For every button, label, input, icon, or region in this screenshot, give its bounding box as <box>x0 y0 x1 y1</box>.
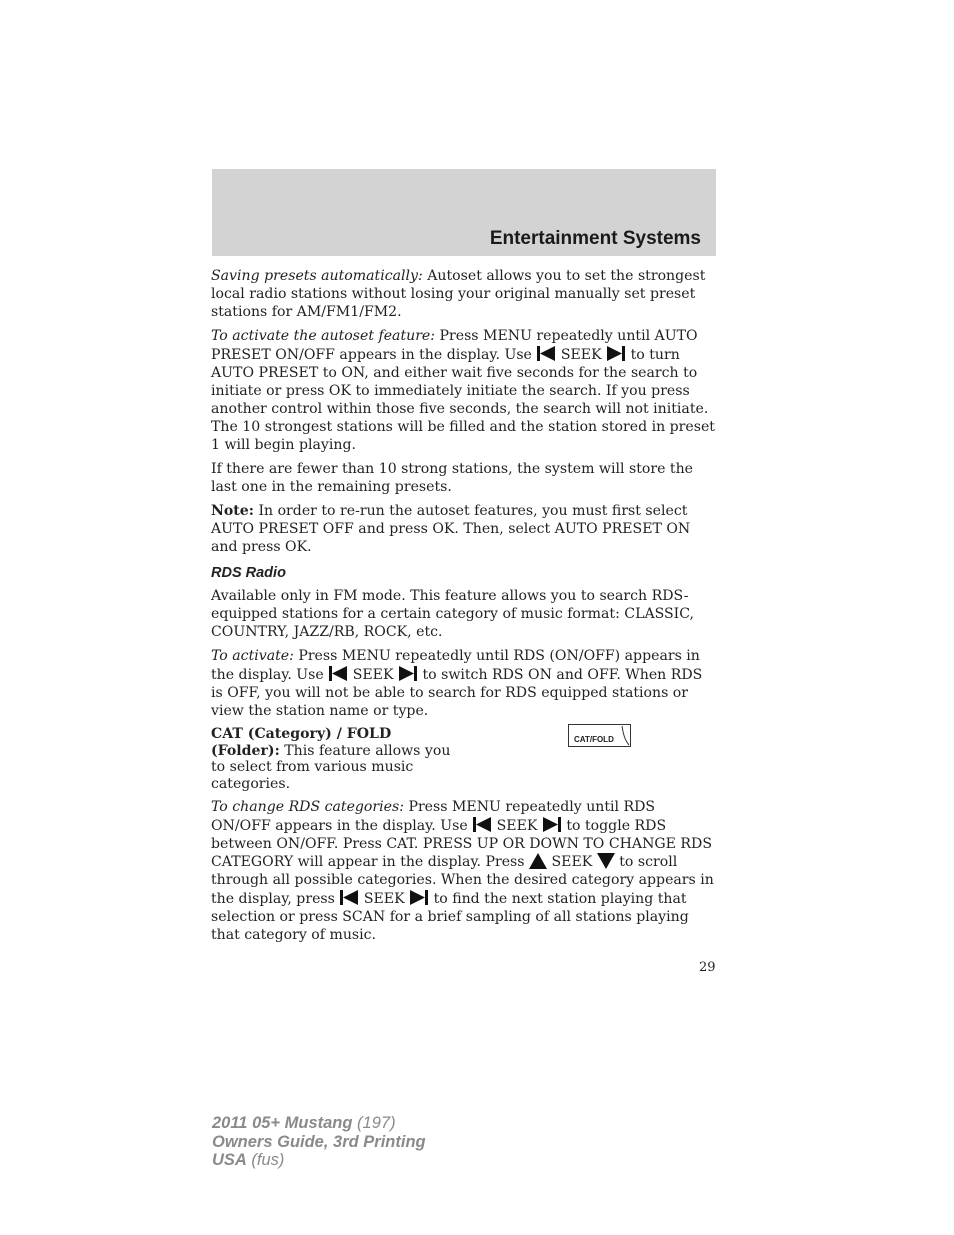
seek-label: SEEK <box>363 891 405 907</box>
footer-line-2 <box>212 1133 426 1152</box>
text-change-2: to toggle RDS between ON/OFF. Press CAT. PRESS UP OR DOWN TO CHANGE RDS CATEGORY will appear in the display. Press <box>211 818 713 870</box>
seek-label: SEEK <box>352 667 394 683</box>
footer-line-3 <box>212 1151 426 1170</box>
text-change-4: to find the next station playing that selection or press SCAN for a brief sampling of all stations playing that category of music. <box>211 891 689 943</box>
skip-back-icon <box>339 889 359 906</box>
seek-label: SEEK <box>560 347 602 363</box>
cat-fold-label: CAT (Category) / FOLD (Folder): <box>211 726 392 759</box>
seek-label: SEEK <box>551 854 593 870</box>
cat-fold-description <box>211 726 451 792</box>
footer <box>212 1114 426 1170</box>
header-band <box>212 169 716 256</box>
text-change-3: to scroll through all possible categories. When the desired category appears in the display, press <box>211 854 714 907</box>
footer-region: USA <box>212 1151 247 1169</box>
paragraph-fewer-stations: If there are fewer than 10 strong stations, the system will store the last one in the remaining presets. <box>211 461 694 495</box>
skip-back-icon <box>536 345 556 362</box>
text-activate-autoset-1: Press MENU repeatedly until AUTO PRESET ON/OFF appears in the display. Use <box>211 328 698 363</box>
text-saving-presets: Autoset allows you to set the strongest local radio stations without losing your original manually set preset stations for AM/FM1/FM2. <box>211 268 706 320</box>
paragraph-rds-intro: Available only in FM mode. This feature allows you to search RDS-equipped stations for a certain category of music format: CLASSIC, COUNTRY, JAZZ/RB, ROCK, etc. <box>211 588 695 640</box>
paragraph-rds-activate <box>211 647 716 720</box>
down-arrow-icon <box>597 853 615 869</box>
paragraph-saving-presets <box>211 267 716 321</box>
section-title: Entertainment Systems <box>489 228 701 249</box>
footer-model: 2011 05+ Mustang <box>212 1114 353 1132</box>
page-content <box>211 267 716 950</box>
play-next-icon <box>409 889 429 906</box>
text-change-1: Press MENU repeatedly until RDS ON/OFF appears in the display. Use <box>211 799 656 834</box>
text-activate-autoset-2: to turn AUTO PRESET to ON, and either wait five seconds for the search to initiate or press OK to immediately initiate the search. If you press another control within those five seconds, the search will not initiate. The 10 strongest stations will be filled and the station stored in preset 1 will begin playing. <box>211 347 715 453</box>
paragraph-note <box>211 502 716 556</box>
lead-rds-activate: To activate: <box>211 648 294 664</box>
cat-fold-button <box>568 724 631 747</box>
play-next-icon <box>398 665 418 682</box>
lead-saving-presets: Saving presets automatically: <box>211 268 423 284</box>
play-next-icon <box>542 816 562 833</box>
lead-activate-autoset: To activate the autoset feature: <box>211 328 436 344</box>
footer-line-1 <box>212 1114 426 1133</box>
paragraph-change-categories <box>211 798 716 944</box>
paragraph-activate-autoset <box>211 327 716 454</box>
lead-change-categories: To change RDS categories: <box>211 799 404 815</box>
button-edge-icon <box>568 724 631 747</box>
skip-back-icon <box>472 816 492 833</box>
cat-fold-section <box>211 726 716 792</box>
note-label: Note: <box>211 503 254 519</box>
rds-radio-heading: RDS Radio <box>211 565 286 581</box>
up-arrow-icon <box>529 853 547 869</box>
page-number: 29 <box>699 960 716 975</box>
note-text: In order to re-run the autoset features, you must first select AUTO PRESET OFF and press OK. Then, select AUTO PRESET ON and press OK. <box>211 503 691 555</box>
seek-label: SEEK <box>496 818 538 834</box>
text-rds-activate-2: to switch RDS ON and OFF. When RDS is OFF, you will not be able to search for RDS equipped stations or view the station name or type. <box>211 667 703 719</box>
footer-guide: Owners Guide, 3rd Printing <box>212 1132 426 1151</box>
play-next-icon <box>606 345 626 362</box>
skip-back-icon <box>328 665 348 682</box>
footer-region-code: (fus) <box>246 1151 285 1169</box>
cat-fold-text: This feature allows you to select from various music categories. <box>211 742 451 792</box>
cat-fold-button-label: CAT/FOLD <box>574 735 614 744</box>
text-rds-activate-1: Press MENU repeatedly until RDS (ON/OFF) appears in the display. Use <box>211 648 700 683</box>
footer-model-code: (197) <box>352 1114 396 1132</box>
